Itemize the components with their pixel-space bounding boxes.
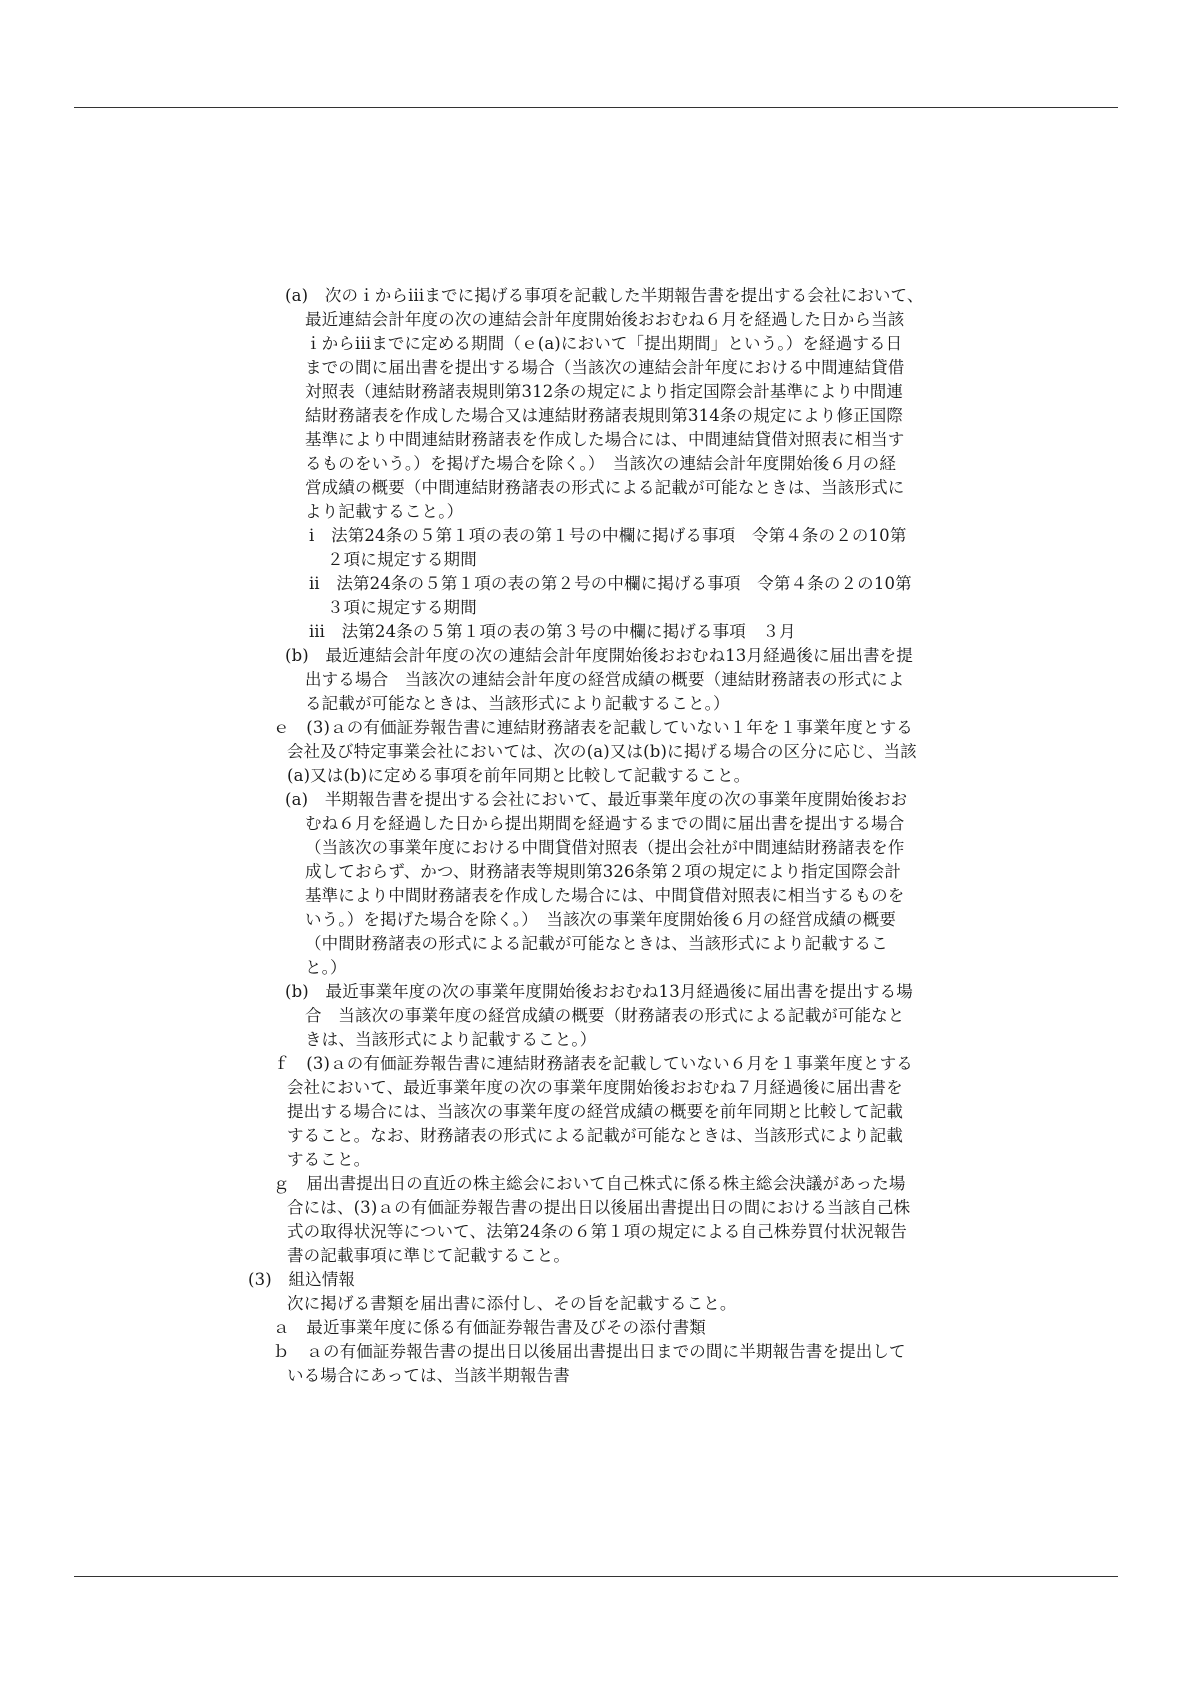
- text-line: [305, 836, 904, 860]
- text-line: [327, 596, 477, 620]
- text-line: [305, 404, 903, 428]
- line-text: 書の記載事項に準じて記載すること。: [287, 1246, 571, 1265]
- text-line: [287, 740, 917, 764]
- text-line: [305, 380, 903, 404]
- line-text: るものをいう。）を掲げた場合を除く。） 当該次の連結会計年度開始後６月の経: [305, 454, 896, 473]
- line-text: 会社及び特定事業会社においては、次の(a)又は(b)に掲げる場合の区分に応じ、当該: [287, 742, 917, 761]
- text-line: [287, 1196, 910, 1220]
- item-marker: ｆ: [273, 1054, 290, 1073]
- line-text: より記載すること。）: [305, 502, 464, 521]
- text-line: [287, 1100, 903, 1124]
- item-marker: ⅱ: [309, 574, 320, 593]
- text-line: [287, 764, 750, 788]
- text-line: [309, 572, 912, 596]
- line-text: 合には、(3)ａの有価証券報告書の提出日以後届出書提出日の間における当該自己株: [287, 1198, 911, 1217]
- text-line: [305, 692, 730, 716]
- text-line: [305, 668, 904, 692]
- line-text: ３項に規定する期間: [327, 598, 477, 617]
- line-text: 法第24条の５第１項の表の第２号の中欄に掲げる事項 令第４条の２の10第: [319, 574, 912, 593]
- line-text: ｉからiiiまでに定める期間（ｅ(a)において「提出期間」という。）を経過する日: [305, 334, 903, 353]
- line-text: 法第24条の５第１項の表の第１号の中欄に掲げる事項 令第４条の２の10第: [314, 526, 907, 545]
- line-text: ２項に規定する期間: [327, 550, 477, 569]
- header-rule: [74, 107, 1118, 108]
- item-marker: (3): [248, 1270, 272, 1289]
- text-line: [248, 1268, 355, 1292]
- item-marker: (a): [285, 286, 309, 305]
- line-text: (3)ａの有価証券報告書に連結財務諸表を記載していない６月を１事業年度とする: [289, 1054, 913, 1073]
- line-text: きは、当該形式により記載すること。）: [305, 1030, 597, 1049]
- footer-rule: [74, 1576, 1118, 1577]
- line-text: る記載が可能なときは、当該形式により記載すること。）: [305, 694, 730, 713]
- line-text: すること。なお、財務諸表の形式による記載が可能なときは、当該形式により記載: [287, 1126, 904, 1145]
- line-text: 出する場合 当該次の連結会計年度の経営成績の概要（連結財務諸表の形式によ: [305, 670, 905, 689]
- text-line: [305, 476, 904, 500]
- text-line: [287, 1076, 903, 1100]
- text-line: [305, 452, 896, 476]
- line-text: 基準により中間財務諸表を作成した場合には、中間貸借対照表に相当するものを: [305, 886, 905, 905]
- line-text: （当該次の事業年度における中間貸借対照表（提出会社が中間連結財務諸表を作: [305, 838, 905, 857]
- item-marker: (a): [285, 790, 309, 809]
- text-line: [309, 524, 906, 548]
- text-line: [305, 308, 904, 332]
- item-marker: ｇ: [273, 1174, 290, 1193]
- text-line: [287, 1364, 570, 1388]
- text-line: [273, 716, 913, 740]
- text-line: [305, 956, 347, 980]
- text-line: [287, 1244, 570, 1268]
- line-text: 次のｉからiiiまでに掲げる事項を記載した半期報告書を提出する会社において、: [308, 286, 924, 305]
- text-line: [273, 1052, 913, 1076]
- line-text: (3)ａの有価証券報告書に連結財務諸表を記載していない１年を１事業年度とする: [289, 718, 913, 737]
- text-line: [287, 1220, 907, 1244]
- text-line: [273, 1340, 906, 1364]
- text-line: [305, 932, 888, 956]
- line-text: 組込情報: [271, 1270, 356, 1289]
- text-line: [305, 332, 902, 356]
- line-text: 会社において、最近事業年度の次の事業年度開始後おおむね７月経過後に届出書を: [287, 1078, 903, 1097]
- text-line: [285, 284, 924, 308]
- line-text: 次に掲げる書類を届出書に添付し、その旨を記載すること。: [287, 1294, 737, 1313]
- text-line: [273, 1316, 706, 1340]
- line-text: いる場合にあっては、当該半期報告書: [287, 1366, 570, 1385]
- line-text: 最近連結会計年度の次の連結会計年度開始後おおむね６月を経過した日から当該: [305, 310, 905, 329]
- line-text: 届出書提出日の直近の株主総会において自己株式に係る株主総会決議があった場: [289, 1174, 906, 1193]
- text-line: [305, 1004, 904, 1028]
- item-marker: ａ: [273, 1318, 290, 1337]
- line-text: 半期報告書を提出する会社において、最近事業年度の次の事業年度開始後おお: [308, 790, 908, 809]
- line-text: と。）: [305, 958, 347, 977]
- line-text: 成しておらず、かつ、財務諸表等規則第326条第２項の規定により指定国際会計: [305, 862, 902, 881]
- line-text: (a)又は(b)に定める事項を前年同期と比較して記載すること。: [287, 766, 751, 785]
- item-marker: ｂ: [273, 1342, 290, 1361]
- text-line: [287, 1124, 903, 1148]
- text-line: [285, 788, 907, 812]
- text-line: [309, 620, 796, 644]
- item-marker: ｅ: [273, 718, 290, 737]
- text-line: [305, 860, 901, 884]
- text-line: [305, 1028, 596, 1052]
- text-line: [305, 428, 904, 452]
- line-text: 営成績の概要（中間連結財務諸表の形式による記載が可能なときは、当該形式に: [305, 478, 905, 497]
- line-text: 提出する場合には、当該次の事業年度の経営成績の概要を前年同期と比較して記載: [287, 1102, 904, 1121]
- line-text: いう。）を掲げた場合を除く。） 当該次の事業年度開始後６月の経営成績の概要: [305, 910, 896, 929]
- line-text: 式の取得状況等について、法第24条の６第１項の規定による自己株券買付状況報告: [287, 1222, 908, 1241]
- text-line: [305, 356, 904, 380]
- line-text: 対照表（連結財務諸表規則第312条の規定により指定国際会計基準により中間連: [305, 382, 904, 401]
- line-text: 法第24条の５第１項の表の第３号の中欄に掲げる事項 ３月: [324, 622, 796, 641]
- line-text: すること。: [287, 1150, 371, 1169]
- item-marker: ⅲ: [309, 622, 325, 641]
- line-text: 基準により中間連結財務諸表を作成した場合には、中間連結貸借対照表に相当す: [305, 430, 905, 449]
- text-line: [287, 1148, 370, 1172]
- text-line: [273, 1172, 906, 1196]
- line-text: 最近事業年度に係る有価証券報告書及びその添付書類: [289, 1318, 706, 1337]
- line-text: （中間財務諸表の形式による記載が可能なときは、当該形式により記載するこ: [305, 934, 888, 953]
- text-line: [305, 884, 904, 908]
- text-line: [305, 500, 463, 524]
- text-line: [327, 548, 477, 572]
- item-marker: ⅰ: [309, 526, 315, 545]
- item-marker: (b): [285, 646, 309, 665]
- line-text: むね６月を経過した日から提出期間を経過するまでの間に届出書を提出する場合: [305, 814, 905, 833]
- line-text: 合 当該次の事業年度の経営成績の概要（財務諸表の形式による記載が可能なと: [305, 1006, 905, 1025]
- text-line: [287, 1292, 737, 1316]
- text-line: [305, 812, 904, 836]
- text-line: [285, 644, 913, 668]
- line-text: 結財務諸表を作成した場合又は連結財務諸表規則第314条の規定により修正国際: [305, 406, 904, 425]
- line-text: ａの有価証券報告書の提出日以後届出書提出日までの間に半期報告書を提出して: [289, 1342, 906, 1361]
- text-line: [285, 980, 913, 1004]
- line-text: までの間に届出書を提出する場合（当該次の連結会計年度における中間連結貸借: [305, 358, 905, 377]
- line-text: 最近事業年度の次の事業年度開始後おおむね13月経過後に届出書を提出する場: [308, 982, 913, 1001]
- line-text: 最近連結会計年度の次の連結会計年度開始後おおむね13月経過後に届出書を提: [308, 646, 913, 665]
- text-line: [305, 908, 896, 932]
- item-marker: (b): [285, 982, 309, 1001]
